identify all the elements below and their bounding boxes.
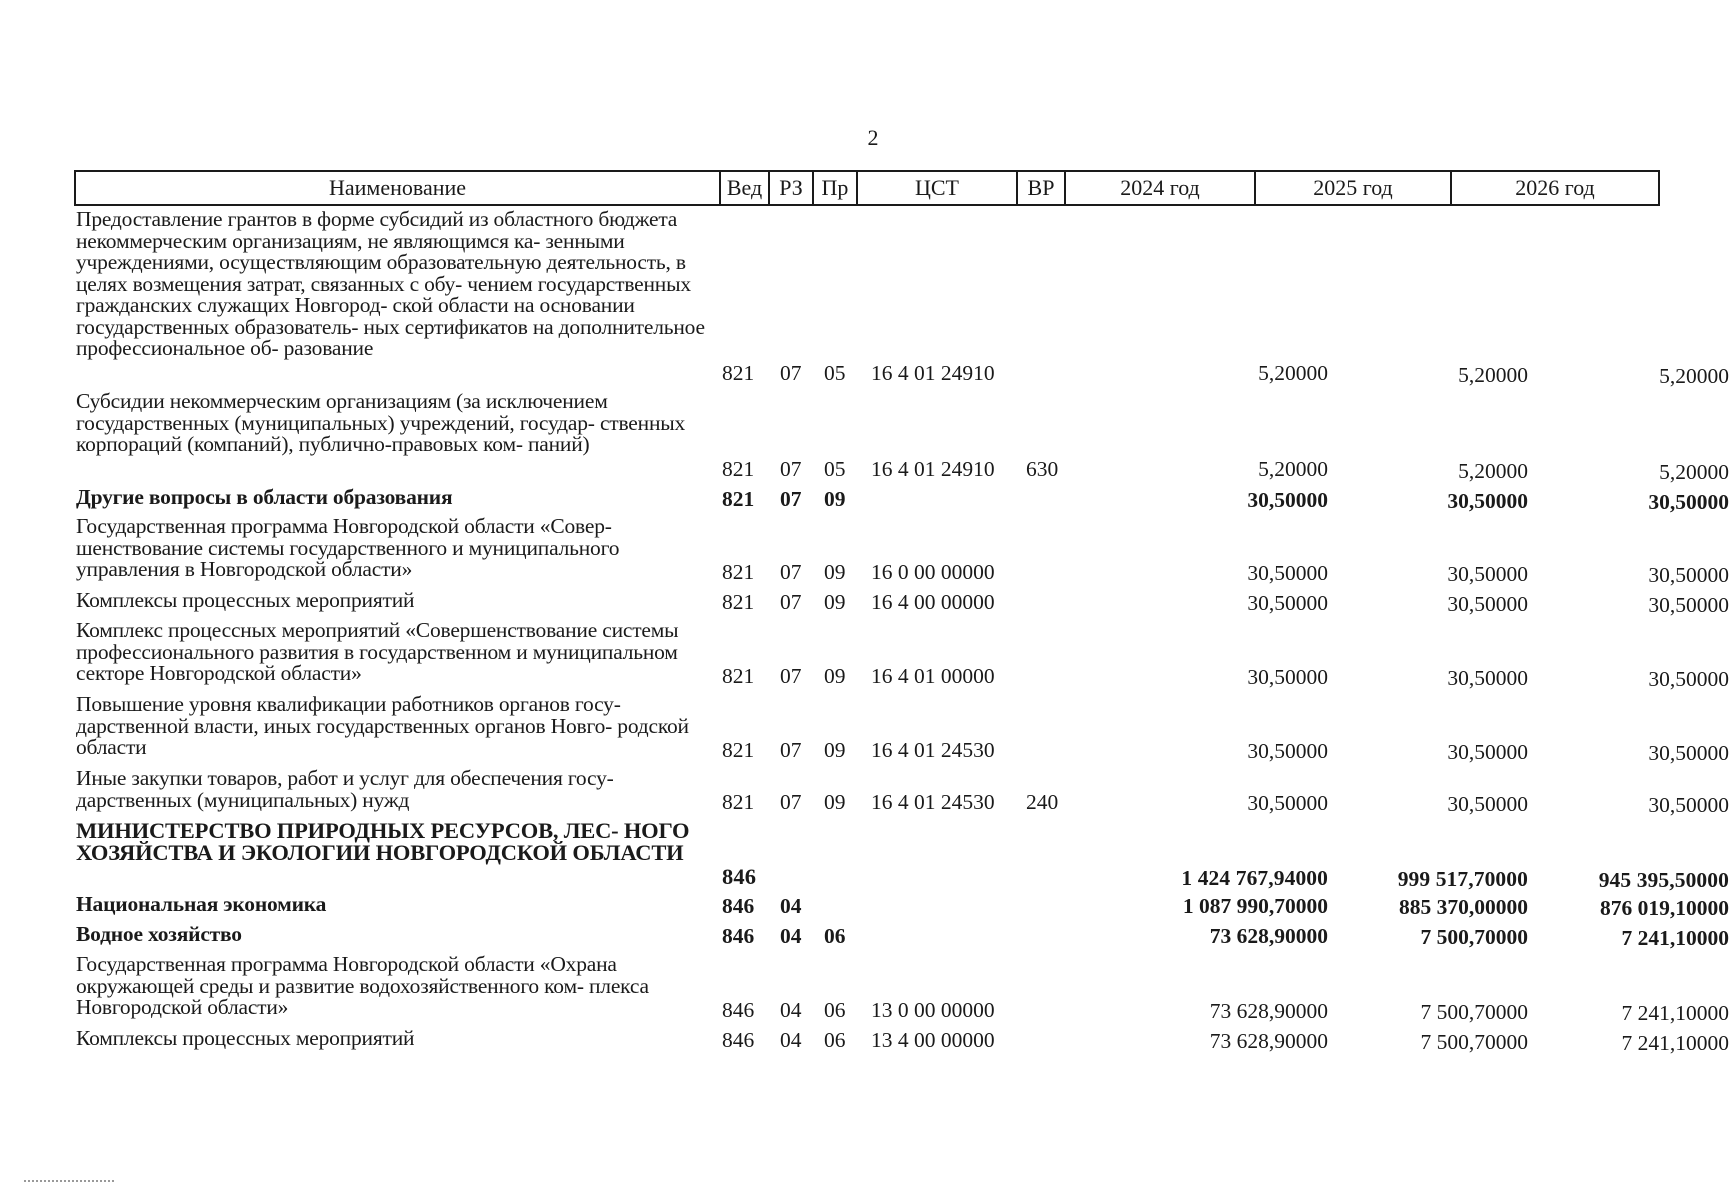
header-ved: Вед <box>721 172 770 204</box>
header-2025: 2025 год <box>1256 172 1452 204</box>
row-2024: 1 424 767,94000 <box>1181 866 1328 890</box>
row-rz: 04 <box>780 894 802 918</box>
row-2026: 30,50000 <box>1648 490 1729 514</box>
row-ved: 821 <box>722 457 755 481</box>
row-2024: 30,50000 <box>1247 488 1328 512</box>
table-row <box>74 818 1729 892</box>
row-cst: 16 0 00 00000 <box>871 560 995 584</box>
row-2024: 73 628,90000 <box>1209 924 1328 948</box>
header-pr: Пр <box>814 172 858 204</box>
scan-artifact <box>24 1180 114 1182</box>
row-name: Водное хозяйство <box>76 922 242 946</box>
row-name: Комплексы процессных мероприятий <box>76 1026 415 1050</box>
header-vr: ВР <box>1018 172 1066 204</box>
table-row <box>74 514 1729 587</box>
header-2026: 2026 год <box>1515 175 1595 200</box>
row-2025: 7 500,70000 <box>1420 1000 1528 1024</box>
row-pr: 06 <box>824 924 846 948</box>
table-row <box>74 485 1729 514</box>
row-pr: 09 <box>824 790 846 814</box>
row-ved: 821 <box>722 361 755 385</box>
row-ved: 846 <box>722 924 755 948</box>
row-cst: 16 4 01 24910 <box>871 457 995 481</box>
row-2026: 7 241,10000 <box>1621 1001 1729 1025</box>
row-name: Повышение уровня квалификации работников органов госу- дарственной власти, иных государственных органов Новго- родской области <box>76 692 689 759</box>
header-rz: РЗ <box>770 172 814 204</box>
row-name: Другие вопросы в области образования <box>76 485 453 509</box>
row-2024: 73 628,90000 <box>1209 999 1328 1023</box>
row-2025: 7 500,70000 <box>1420 925 1528 949</box>
row-name: Национальная экономика <box>76 892 327 916</box>
row-vr: 630 <box>1026 457 1059 481</box>
row-rz: 07 <box>780 738 802 762</box>
row-2025: 30,50000 <box>1447 562 1528 586</box>
row-2024: 5,20000 <box>1258 457 1328 481</box>
table-row <box>74 692 1729 765</box>
row-2025: 7 500,70000 <box>1420 1030 1528 1054</box>
row-2025: 30,50000 <box>1447 666 1528 690</box>
row-name: Субсидии некоммерческим организациям (за исключением государственных (муниципальных) учреждений, государ- ственных корпораций (компаний), публично-правовых ком- паний) <box>76 389 686 456</box>
header-name: Наименование <box>76 172 721 204</box>
row-rz: 04 <box>780 1028 802 1052</box>
row-2024: 1 087 990,70000 <box>1182 894 1328 918</box>
row-2026: 5,20000 <box>1659 364 1729 388</box>
row-2025: 30,50000 <box>1447 592 1528 616</box>
row-rz: 04 <box>780 998 802 1022</box>
row-2025: 30,50000 <box>1447 489 1528 513</box>
table-header <box>74 170 1660 206</box>
row-ved: 846 <box>722 1028 755 1052</box>
row-2026: 7 241,10000 <box>1621 1031 1729 1055</box>
row-2024: 30,50000 <box>1247 665 1328 689</box>
row-rz: 07 <box>780 790 802 814</box>
table-row <box>74 618 1729 691</box>
row-cst: 13 4 00 00000 <box>871 1028 995 1052</box>
header-cst: ЦСТ <box>858 172 1018 204</box>
row-name: Государственная программа Новгородской области «Охрана окружающей среды и развитие водохозяйственного ком- плекса Новгородской области» <box>76 952 649 1019</box>
row-2026: 30,50000 <box>1648 593 1729 617</box>
table-row <box>74 588 1729 617</box>
row-cst: 16 4 01 24910 <box>871 361 995 385</box>
row-rz: 07 <box>780 487 802 511</box>
row-2026: 876 019,10000 <box>1600 896 1729 920</box>
row-2026: 5,20000 <box>1659 460 1729 484</box>
row-2025: 885 370,00000 <box>1399 895 1528 919</box>
row-2024: 73 628,90000 <box>1209 1029 1328 1053</box>
row-cst: 16 4 01 00000 <box>871 664 995 688</box>
row-rz: 07 <box>780 361 802 385</box>
table-row <box>74 389 1729 484</box>
row-pr: 09 <box>824 487 846 511</box>
row-2025: 5,20000 <box>1458 363 1528 387</box>
table-row <box>74 892 1729 920</box>
row-ved: 846 <box>722 864 757 889</box>
table-row <box>74 922 1729 950</box>
row-pr: 06 <box>824 998 846 1022</box>
row-ved: 821 <box>722 590 755 614</box>
row-rz: 07 <box>780 457 802 481</box>
row-2026: 30,50000 <box>1648 667 1729 691</box>
row-cst: 13 0 00 00000 <box>871 998 995 1022</box>
row-ved: 821 <box>722 487 755 511</box>
row-pr: 09 <box>824 560 846 584</box>
row-2025: 999 517,70000 <box>1397 867 1528 891</box>
row-2026: 30,50000 <box>1648 793 1729 817</box>
row-pr: 09 <box>824 738 846 762</box>
header-2024: 2024 год <box>1066 172 1256 204</box>
row-pr: 09 <box>824 590 846 614</box>
table-row <box>74 766 1729 817</box>
row-ved: 821 <box>722 738 755 762</box>
row-ved: 821 <box>722 664 755 688</box>
row-2026: 945 395,50000 <box>1598 868 1729 892</box>
row-2026: 30,50000 <box>1648 563 1729 587</box>
row-name: МИНИСТЕРСТВО ПРИРОДНЫХ РЕСУРСОВ, ЛЕС- НОГО ХОЗЯЙСТВА И ЭКОЛОГИИ НОВГОРОДСКОЙ ОБЛАСТИ <box>76 818 690 865</box>
row-rz: 07 <box>780 590 802 614</box>
row-2026: 7 241,10000 <box>1621 926 1729 950</box>
row-2024: 30,50000 <box>1247 791 1328 815</box>
row-2024: 30,50000 <box>1247 591 1328 615</box>
row-ved: 821 <box>722 790 755 814</box>
table-row <box>74 1026 1729 1055</box>
row-rz: 04 <box>780 924 802 948</box>
row-rz: 07 <box>780 560 802 584</box>
row-2024: 30,50000 <box>1247 561 1328 585</box>
row-name: Предоставление грантов в форме субсидий из областного бюджета некоммерческим организациям, не являющимся ка- зенными учреждениями, осуществляющим образовательную деятельность, в целях возмещения затрат, связанных с обу- чением государственных гражданских служащих Новгород- ской области на основании государственных образователь- ных сертификатов на дополнительное профессиональное об- разование <box>76 207 705 360</box>
row-2025: 30,50000 <box>1447 792 1528 816</box>
row-cst: 16 4 00 00000 <box>871 590 995 614</box>
row-ved: 821 <box>722 560 755 584</box>
row-name: Государственная программа Новгородской области «Совер- шенствование системы государственного и муниципального управления в Новгородской области» <box>76 514 620 581</box>
row-cst: 16 4 01 24530 <box>871 790 995 814</box>
row-name: Комплексы процессных мероприятий <box>76 588 415 612</box>
row-name: Иные закупки товаров, работ и услуг для обеспечения госу- дарственных (муниципальных) нужд <box>76 766 614 812</box>
row-ved: 846 <box>722 998 755 1022</box>
page-number: 2 <box>867 125 879 150</box>
row-rz: 07 <box>780 664 802 688</box>
row-cst: 16 4 01 24530 <box>871 738 995 762</box>
row-2025: 30,50000 <box>1447 740 1528 764</box>
row-vr: 240 <box>1026 790 1059 814</box>
row-name: Комплекс процессных мероприятий «Совершенствование системы профессионального развития в государственном и муниципальном секторе Новгородской области» <box>76 618 679 685</box>
row-2026: 30,50000 <box>1648 741 1729 765</box>
table-row <box>74 952 1729 1025</box>
row-pr: 06 <box>824 1028 846 1052</box>
row-pr: 09 <box>824 664 846 688</box>
row-2024: 5,20000 <box>1258 361 1328 385</box>
row-pr: 05 <box>824 457 846 481</box>
row-2024: 30,50000 <box>1247 739 1328 763</box>
row-ved: 846 <box>722 894 755 918</box>
table-row <box>74 207 1729 388</box>
row-pr: 05 <box>824 361 846 385</box>
row-2025: 5,20000 <box>1458 459 1528 483</box>
